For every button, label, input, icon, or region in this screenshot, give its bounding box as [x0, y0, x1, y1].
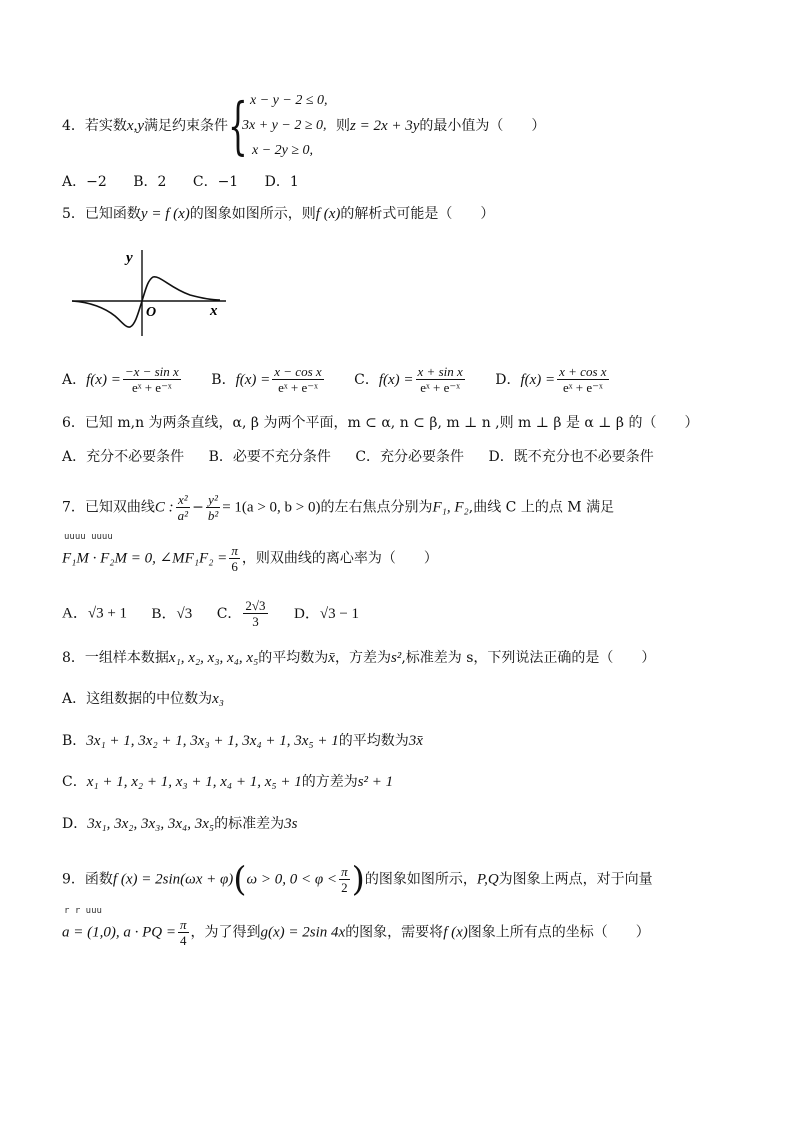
q5-stem: 5．已知函数y = f (x)的图象如图所示，则f (x)的解析式可能是（ ） — [62, 206, 495, 222]
q7-option-b[interactable]: B．√3 — [151, 605, 193, 622]
q5-option-b[interactable]: B．f(x) = $\frac{\text{x − cos x}}{\text{eˣ + e⁻ˣ}}$ — [211, 364, 322, 395]
q4-stem: 4．若实数x,y满足约束条件 — [62, 118, 228, 134]
q8-option-c[interactable]: C．x₁ + 1, x₂ + 1, x₃ + 1, x₄ + 1, x₅ + 1的方差为s² + 1 — [62, 774, 394, 790]
q8-option-d[interactable]: D．3x₁, 3x₂, 3x₃, 3x₄, 3x₅的标准差为3s — [62, 816, 298, 832]
q4-options — [62, 172, 299, 192]
q5-graph-svg — [70, 242, 230, 338]
q6-stem: 6．已知 m,n 为两条直线，α, β 为两个平面，m ⊂ α, n ⊂ β, m ⊥ n ,则 m ⊥ β 是 α ⊥ β 的（ ） — [62, 415, 699, 431]
q5-options — [62, 364, 611, 395]
q4-stem-tail: 则z = 2x + 3y的最小值为（ ） — [336, 118, 546, 134]
q7-options — [62, 598, 359, 629]
q5-option-c[interactable]: C．f(x) = $\frac{\text{x + sin x}}{\text{eˣ + e⁻ˣ}}$ — [354, 364, 463, 395]
left-paren-icon: ( — [233, 859, 247, 900]
q4-constraint-3: x − 2y ≥ 0, — [252, 143, 314, 158]
q4-option-a[interactable]: A．−2 — [62, 174, 107, 190]
origin-label: O — [146, 305, 157, 320]
q5-function-graph — [70, 242, 230, 338]
q7-option-c[interactable]: C． $\frac{2√3}{3}$ — [216, 598, 266, 629]
q6-options — [62, 447, 654, 467]
q7-option-d[interactable]: D．√3 − 1 — [294, 605, 360, 622]
q7-stem: 7．已知双曲线C : $\frac{\text{x²}}{\text{a²}}$ − $\frac{\text{y²}}{\text{b²}}$ = 1(a > 0, b > 0)的左右焦点分别为F₁, F₂,曲线 C 上的点 M 满足 — [62, 492, 615, 523]
x-axis-label: x — [210, 303, 218, 319]
q5-option-d[interactable]: D．f(x) = $\frac{\text{x + cos x}}{\text{eˣ + e⁻ˣ}}$ — [495, 364, 607, 395]
y-axis-label: y — [126, 250, 133, 266]
q8-stem: 8．一组样本数据x₁, x₂, x₃, x₄, x₅的平均数为x̄，方差为s²,标准差为 s，下列说法正确的是（ ） — [62, 650, 656, 666]
q9-stem: 9．函数f (x) = 2sin(ωx + φ)(ω > 0, 0 < φ < $\frac{\pi}{2}$ )的图象如图所示，P,Q为图象上两点，对于向量 — [62, 859, 653, 900]
q4-constraint-2: 3x + y − 2 ≥ 0, — [242, 118, 327, 133]
q4-constraint-1: x − y − 2 ≤ 0, — [250, 93, 328, 108]
q9-vector-marks: r r uuu — [64, 906, 102, 916]
q8-option-b[interactable]: B．3x₁ + 1, 3x₂ + 1, 3x₃ + 1, 3x₄ + 1, 3x₅ + 1的平均数为3x̄ — [62, 733, 423, 749]
q6-option-a[interactable]: A．充分不必要条件 — [62, 449, 185, 465]
q8-option-a[interactable]: A．这组数据的中位数为x₃ — [62, 691, 224, 707]
q4-option-b[interactable]: B．2 — [133, 174, 167, 190]
q5-option-a[interactable]: A．f(x) = $\frac{\text{−x − sin x}}{\text{eˣ + e⁻ˣ}}$ — [62, 364, 179, 395]
q7-condition: F₁M · F₂M = 0, ∠MF₁F₂ = $\frac{\pi}{6}$ ，则双曲线的离心率为（ ） — [62, 543, 438, 574]
q6-option-d[interactable]: D．既不充分也不必要条件 — [488, 449, 654, 465]
q7-vector-marks: uuuu uuuu — [64, 532, 113, 542]
q4-option-d[interactable]: D．1 — [264, 174, 299, 190]
right-paren-icon: ) — [351, 859, 365, 900]
q6-option-b[interactable]: B．必要不充分条件 — [208, 449, 331, 465]
q6-option-c[interactable]: C．充分必要条件 — [355, 449, 465, 465]
q9-condition: a = (1,0), a · PQ = $\frac{\pi}{4}$ ，为了得到g(x) = 2sin 4x的图象，需要将f (x)图象上所有点的坐标（ ） — [62, 917, 650, 948]
brace-icon: { — [228, 89, 248, 162]
q7-option-a[interactable]: A．√3 + 1 — [62, 605, 128, 622]
q4-constraint-system — [228, 91, 338, 167]
q4-option-c[interactable]: C．−1 — [192, 174, 239, 190]
